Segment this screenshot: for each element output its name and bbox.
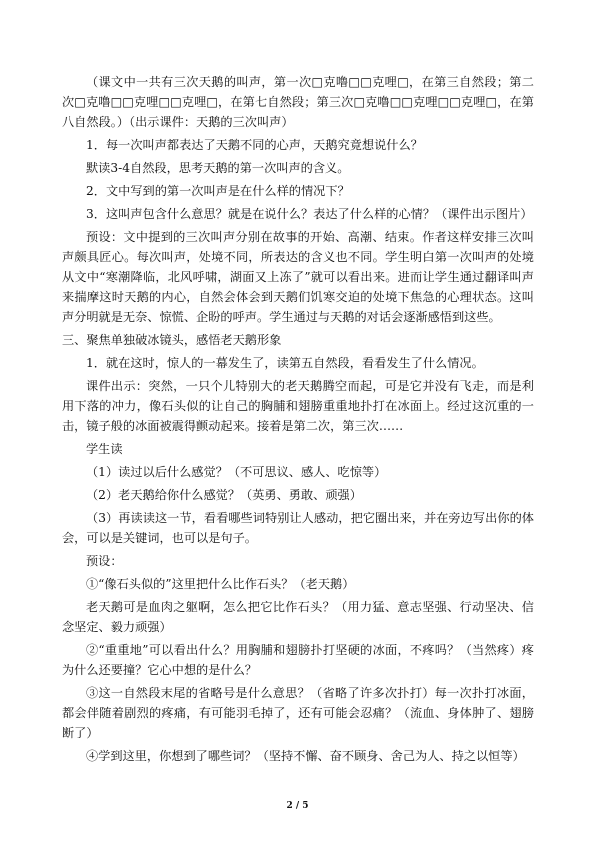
paragraph: 老天鹅可是血肉之躯啊，怎么把它比作石头？（用力猛、意志坚强、行动坚决、信念坚定、毅力顽强） <box>62 600 534 634</box>
section-heading: 三、聚焦单独破冰镜头，感悟老天鹅形象 <box>62 333 282 347</box>
paragraph: ①“像石头似的”这里把什么比作石头？（老天鹅） <box>86 577 355 591</box>
paragraph: ③这一自然段末尾的省略号是什么意思？（省略了许多次扑打）每一次扑打冰面，都会伴随着剧烈的疼痛，有可能羽毛掉了，还有可能会忍痛？（流血、身体肿了、翅膀断了） <box>62 686 534 740</box>
paragraph: ②“重重地”可以看出什么？用胸脯和翅膀扑打坚硬的冰面，不疼吗？（当然疼）疼为什么还要撞？它心中想的是什么？ <box>62 643 534 677</box>
page-number: 2 / 5 <box>286 801 309 811</box>
paragraph: 1．就在这时，惊人的一幕发生了，读第五自然段，看看发生了什么情况。 <box>86 356 484 370</box>
paragraph: （1）读过以后什么感觉？（不可思议、感人、吃惊等） <box>86 465 387 479</box>
paragraph: （2）老天鹅给你什么感觉？（英勇、勇敢、顽强） <box>86 488 362 502</box>
paragraph: 学生读 <box>86 442 123 456</box>
paragraph: 课件出示：突然，一只个儿特别大的老天鹅腾空而起，可是它并没有飞走，而是利用下落的冲力，像石头似的让自己的胸脯和翅膀重重地扑打在冰面上。经过这沉重的一击，镜子般的冰面被震得颤动起来。接着是第二次，第三次…… <box>62 379 534 433</box>
paragraph: 2．文中写到的第一次叫声是在什么样的情况下？ <box>86 184 350 198</box>
document-body <box>62 72 534 769</box>
paragraph: （3）再读读这一节，看看哪些词特别让人感动，把它圈出来，并在旁边写出你的体会，可以是关键词，也可以是句子。 <box>62 511 534 545</box>
paragraph: 预设：文中提到的三次叫声分别在故事的开始、高潮、结束。作者这样安排三次叫声颇具匠心。每次叫声，处境不同，所表达的含义也不同。学生明白第一次叫声的处境从文中“寒潮降临，北风呼啸，湖面又上冻了”就可以看出来。进而让学生通过翻译叫声来揣摩这时天鹅的内心，自然会体会到天鹅们饥寒交迫的处境下焦急的心理状态。这叫声分明就是无奈、惊慌、企盼的呼声。学生通过与天鹅的对话会逐渐感悟到这些。 <box>62 230 534 324</box>
paragraph: ④学到这里，你想到了哪些词？（坚持不懈、奋不顾身、舍己为人、持之以恒等） <box>86 749 525 763</box>
paragraph: 预设： <box>86 554 123 568</box>
paragraph: 默读3-4自然段，思考天鹅的第一次叫声的含义。 <box>86 161 350 175</box>
paragraph: （课文中一共有三次天鹅的叫声，第一次□克噜□□克哩□，在第三自然段；第二次□克噜□□克哩□□克哩□，在第七自然段；第三次□克噜□□克哩□□克哩□，在第八自然段。）（出示课件：天鹅的三次叫声） <box>62 75 534 129</box>
paragraph: 1．每一次叫声都表达了天鹅不同的心声，天鹅究竟想说什么？ <box>86 138 423 152</box>
paragraph: 3．这叫声包含什么意思？就是在说什么？表达了什么样的心情？（课件出示图片） <box>86 207 533 221</box>
